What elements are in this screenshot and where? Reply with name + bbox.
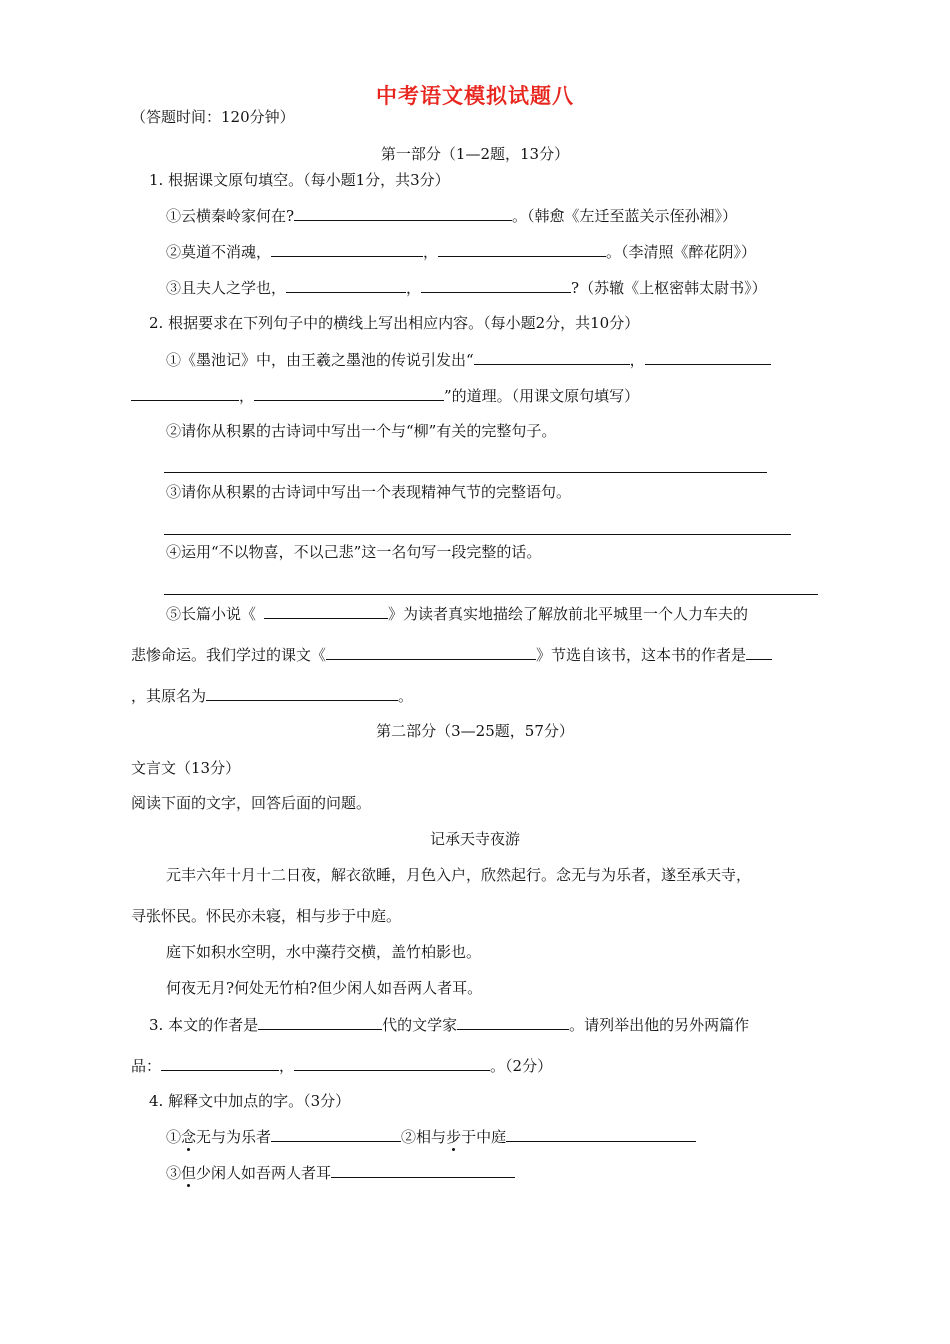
passage-line: 元丰六年十月十二日夜，解衣欲睡，月色入户，欣然起行。念无与为乐者，遂至承天寺， xyxy=(166,866,752,884)
answer-blank[interactable] xyxy=(258,1014,382,1030)
q2-item-5-cont: 悲惨命运。我们学过的课文《 》节选自该书，这本书的作者是 xyxy=(131,644,772,665)
answer-blank[interactable] xyxy=(645,349,771,365)
q4-stem: 4. 解释文中加点的字。（3分） xyxy=(149,1092,351,1110)
answer-blank[interactable] xyxy=(161,1055,279,1071)
q2-item-5: ⑤长篇小说《 》为读者真实地描绘了解放前北平城里一个人力车夫的 xyxy=(166,605,749,623)
answer-blank[interactable] xyxy=(438,241,606,257)
answer-blank[interactable] xyxy=(254,385,444,401)
answer-blank[interactable] xyxy=(271,1126,401,1142)
answer-blank[interactable] xyxy=(746,644,772,660)
page-title: 中考语文模拟试题八 xyxy=(376,83,574,108)
q2-item-3: ③请你从积累的古诗词中写出一个表现精神气节的完整语句。 xyxy=(166,483,572,501)
passage-title: 记承天寺夜游 xyxy=(429,830,520,848)
answer-blank[interactable] xyxy=(206,685,398,701)
answer-blank[interactable] xyxy=(326,644,536,660)
answer-blank[interactable] xyxy=(131,385,239,401)
q1-item-1: ①云横秦岭家何在? 。（韩愈《左迁至蓝关示侄孙湘》） xyxy=(166,207,738,225)
passage-line: 庭下如积水空明，水中藻荇交横，盖竹柏影也。 xyxy=(166,943,482,961)
passage-line: 寻张怀民。怀民亦未寝，相与步于中庭。 xyxy=(131,907,402,925)
q1-item-2: ②莫道不消魂， ， 。（李清照《醉花阴》） xyxy=(166,243,757,261)
q2-item-4: ④运用“不以物喜，不以己悲”这一名句写一段完整的话。 xyxy=(166,543,542,561)
q2-item-2: ②请你从积累的古诗词中写出一个与“柳”有关的完整句子。 xyxy=(166,422,557,440)
answer-blank[interactable] xyxy=(271,241,423,257)
q2-stem: 2. 根据要求在下列句子中的横线上写出相应内容。（每小题2分，共10分） xyxy=(149,314,640,332)
q4-items-row-2: ③但少闲人如吾两人者耳 xyxy=(166,1162,515,1183)
emphasis-dot-char: 但 xyxy=(181,1164,197,1182)
answer-line[interactable] xyxy=(164,594,818,595)
part1-heading: 第一部分（1—2题，13分） xyxy=(380,145,570,163)
part2-heading: 第二部分（3—25题，57分） xyxy=(376,722,574,740)
wenyan-heading: 文言文（13分） xyxy=(131,759,241,777)
q1-item-3: ③且夫人之学也， ， ?（苏辙《上枢密韩太尉书》） xyxy=(166,279,767,297)
q3-line-1: 3. 本文的作者是 代的文学家 。请列举出他的另外两篇作 xyxy=(149,1016,750,1034)
answer-line[interactable] xyxy=(164,534,791,535)
q3-line-2: 品： ， 。（2分） xyxy=(131,1057,553,1075)
answer-line[interactable] xyxy=(164,472,767,473)
emphasis-dot-char: 念 xyxy=(181,1128,197,1146)
answer-blank[interactable] xyxy=(294,205,512,221)
time-note: （答题时间：120分钟） xyxy=(131,108,295,126)
answer-blank[interactable] xyxy=(264,603,388,619)
answer-blank[interactable] xyxy=(421,277,571,293)
emphasis-dot-char: 步 xyxy=(446,1128,462,1146)
q2-item-5-cont2: ，其原名为 。 xyxy=(131,687,414,705)
q2-item-1: ①《墨池记》中，由王羲之墨池的传说引发出“ ， xyxy=(166,349,771,370)
reading-instruction: 阅读下面的文字，回答后面的问题。 xyxy=(131,794,372,812)
passage-line: 何夜无月?何处无竹柏?但少闲人如吾两人者耳。 xyxy=(166,979,483,997)
answer-blank[interactable] xyxy=(474,349,630,365)
q4-items-row-1: ①念无与为乐者 ②相与步于中庭 xyxy=(166,1126,696,1147)
q2-item-1-cont: ， ”的道理。（用课文原句填写） xyxy=(131,385,639,406)
answer-blank[interactable] xyxy=(294,1055,490,1071)
answer-blank[interactable] xyxy=(457,1014,569,1030)
q1-stem: 1. 根据课文原句填空。（每小题1分，共3分） xyxy=(149,171,450,189)
answer-blank[interactable] xyxy=(286,277,406,293)
answer-blank[interactable] xyxy=(331,1162,515,1178)
answer-blank[interactable] xyxy=(506,1126,696,1142)
